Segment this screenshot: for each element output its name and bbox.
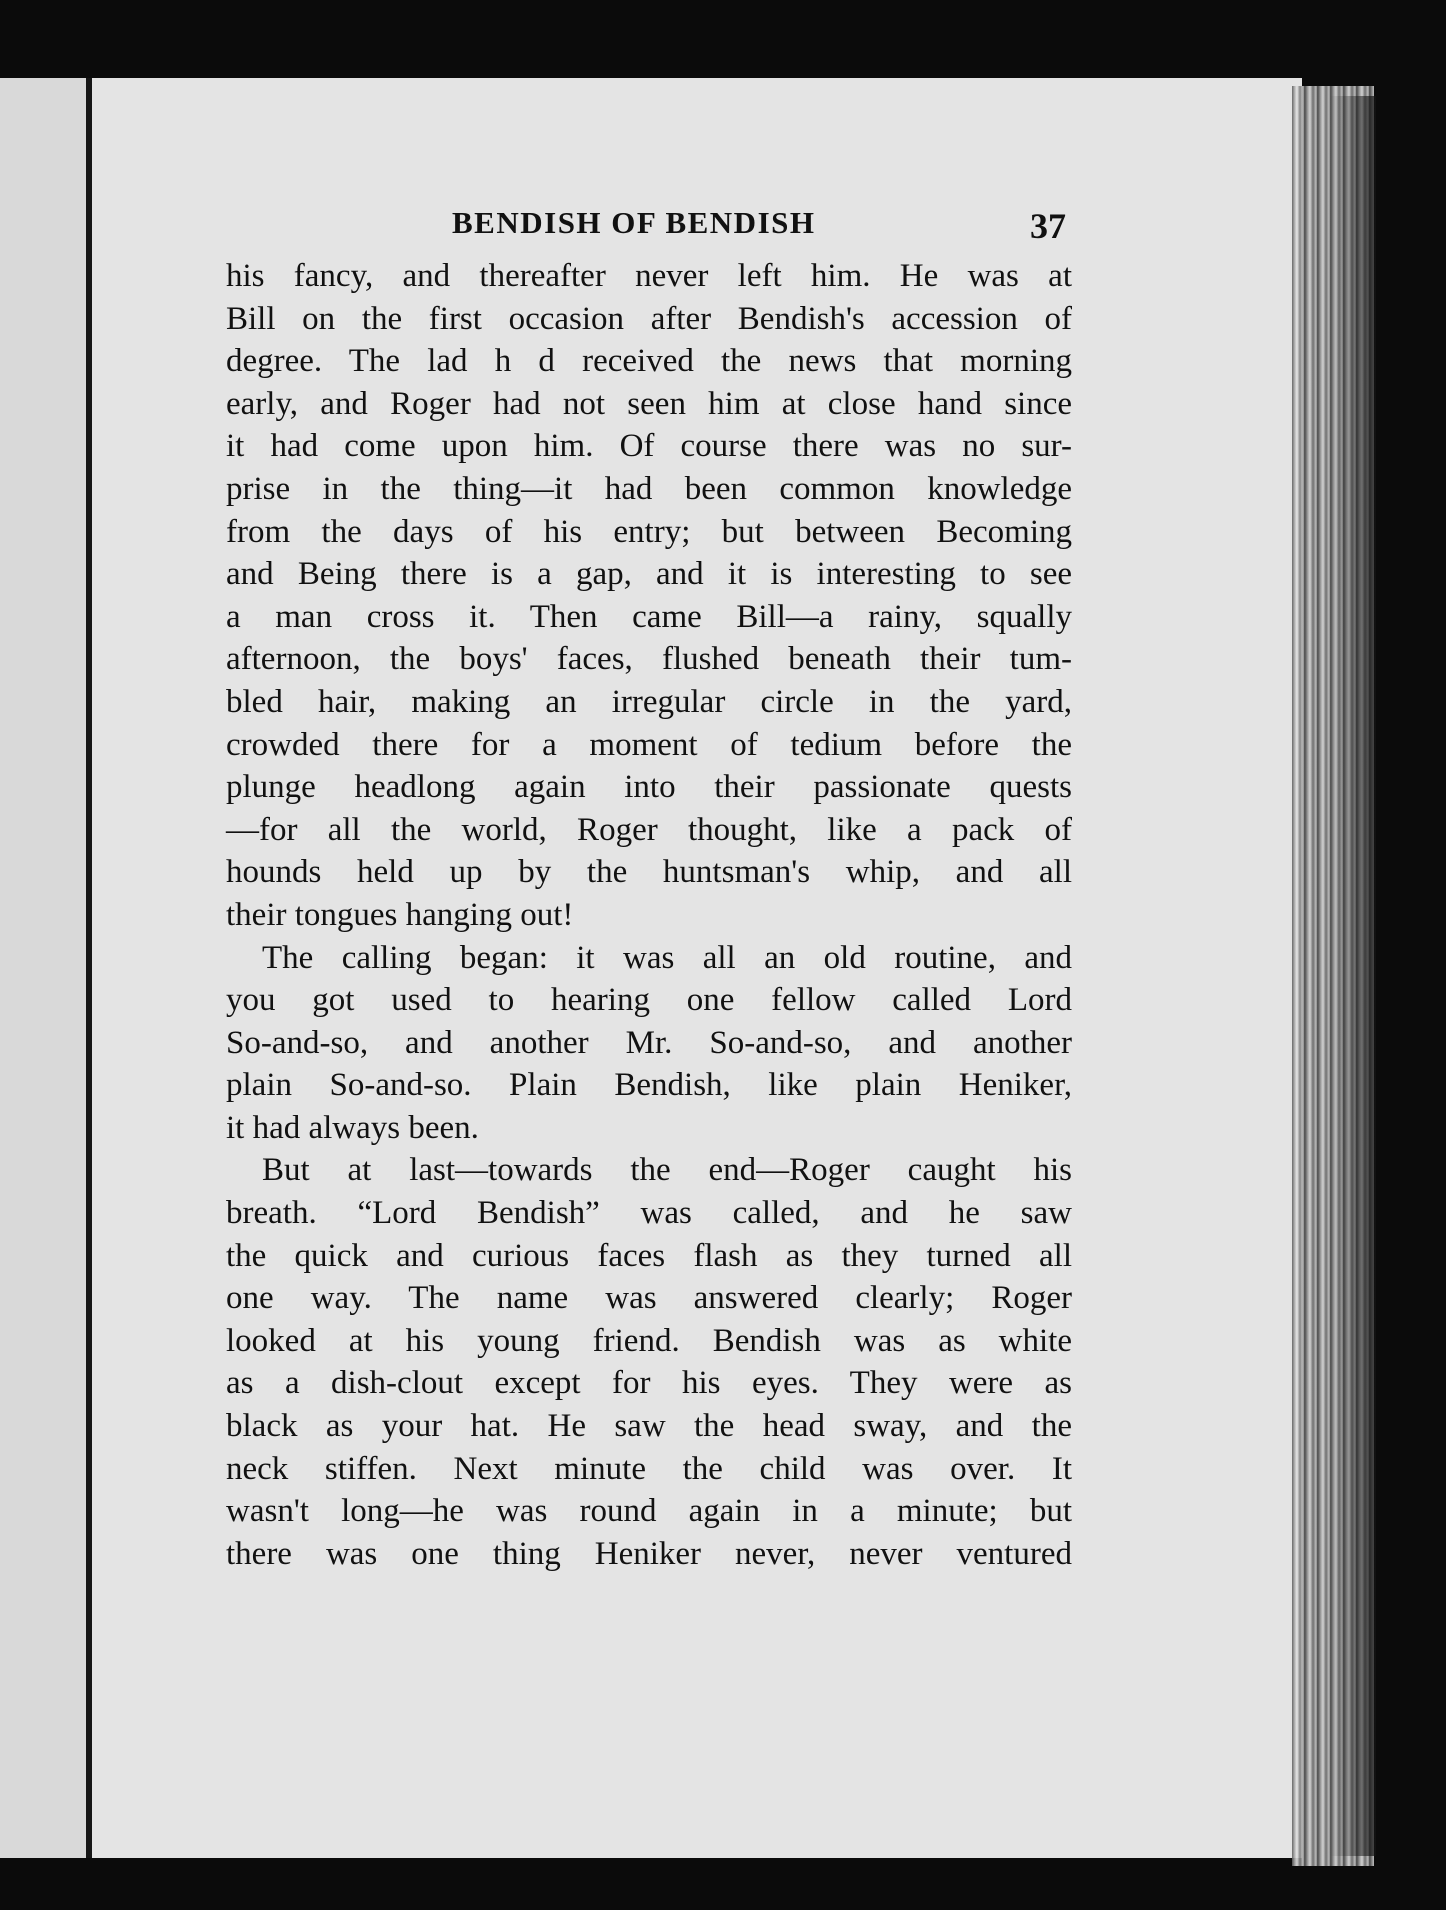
text-line: hounds held up by the huntsman's whip, and all: [226, 854, 1072, 891]
text-line: as a dish-clout except for his eyes. They were as: [226, 1365, 1072, 1402]
text-line: a man cross it. Then came Bill—a rainy, squally: [226, 598, 1072, 635]
text-line: and Being there is a gap, and it is interesting to see: [226, 556, 1072, 593]
text-line: the quick and curious faces flash as they turned all: [226, 1237, 1072, 1274]
text-line: But at last—towards the end—Roger caught his: [262, 1152, 1072, 1189]
text-line: plain So-and-so. Plain Bendish, like plain Heniker,: [226, 1067, 1072, 1104]
text-line: breath. “Lord Bendish” was called, and he saw: [226, 1195, 1072, 1232]
text-line: it had come upon him. Of course there was no sur-: [226, 428, 1072, 465]
paragraph-3: [226, 1149, 1072, 1575]
text-line: Bill on the first occasion after Bendish's accession of: [226, 300, 1072, 337]
running-head: [226, 205, 1072, 255]
text-line: prise in the thing—it had been common knowledge: [226, 470, 1072, 507]
text-line: degree. The lad h d received the news that morning: [226, 343, 1072, 380]
text-line: crowded there for a moment of tedium before the: [226, 726, 1072, 763]
text-line: looked at his young friend. Bendish was as white: [226, 1322, 1072, 1359]
text-line: there was one thing Heniker never, never ventured: [226, 1535, 1072, 1572]
text-line: wasn't long—he was round again in a minute; but: [226, 1493, 1072, 1530]
text-line: from the days of his entry; but between Becoming: [226, 513, 1072, 550]
left-page-edge: [0, 78, 88, 1858]
running-title: BENDISH OF BENDISH: [452, 205, 816, 240]
paragraph-1: [226, 255, 1072, 937]
text-line: So-and-so, and another Mr. So-and-so, and another: [226, 1024, 1072, 1061]
text-line: early, and Roger had not seen him at close hand since: [226, 385, 1072, 422]
text-line: one way. The name was answered clearly; Roger: [226, 1280, 1072, 1317]
page-number: 37: [1030, 206, 1066, 246]
text-line: his fancy, and thereafter never left him. He was at: [226, 258, 1072, 294]
text-line: black as your hat. He saw the head sway, and the: [226, 1408, 1072, 1445]
text-line: plunge headlong again into their passionate quests: [226, 769, 1072, 806]
text-line: bled hair, making an irregular circle in the yard,: [226, 683, 1072, 720]
text-line: afternoon, the boys' faces, flushed beneath their tum-: [226, 641, 1072, 678]
paragraph-2: [226, 937, 1072, 1150]
text-line: you got used to hearing one fellow called Lord: [226, 982, 1072, 1019]
text-line: their tongues hanging out!: [226, 896, 574, 933]
page-text-block: [226, 205, 1072, 1575]
text-line: —for all the world, Roger thought, like a pack of: [226, 811, 1072, 848]
text-line: neck stiffen. Next minute the child was over. It: [226, 1450, 1072, 1487]
page-block-shadow: [1330, 96, 1376, 1856]
text-line: The calling began: it was all an old routine, and: [262, 939, 1072, 976]
text-line: it had always been.: [226, 1109, 479, 1146]
